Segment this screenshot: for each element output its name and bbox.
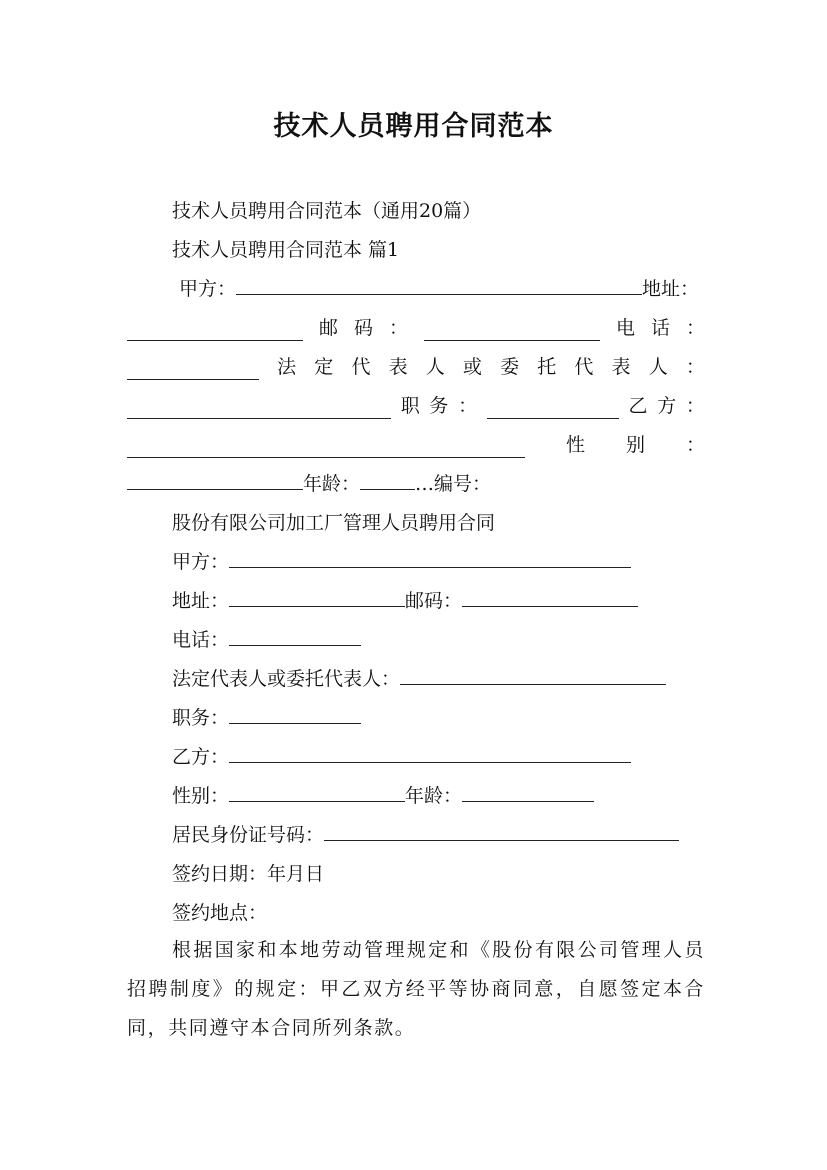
block1-row-nianling <box>127 471 705 497</box>
label-fading-6: 或 <box>462 356 482 378</box>
label-xingbie-2: 别 <box>625 434 645 456</box>
row-dianhua <box>127 627 750 653</box>
label-zhiwu: 职务： <box>172 707 230 729</box>
label-fading-2: 定 <box>314 356 334 378</box>
label-fading-5: 人 <box>425 356 445 378</box>
blank-zhiwu-2[interactable] <box>229 705 361 724</box>
blank-fading-2[interactable] <box>400 666 666 685</box>
label-dianhua: 电话： <box>172 629 230 651</box>
label-yifang-3: ： <box>685 395 705 417</box>
label-shenfenzheng: 居民身份证号码： <box>172 824 325 846</box>
section-heading: 技术人员聘用合同范本 篇1 <box>172 239 400 261</box>
label-zhiwu-1: 职 <box>400 395 420 417</box>
row-fading <box>127 666 750 692</box>
blank-jiafang-2[interactable] <box>229 549 631 568</box>
label-fading-4: 表 <box>388 356 408 378</box>
label-jiafang: 甲方： <box>179 278 237 300</box>
row-xingbie-nianling <box>127 783 750 809</box>
block1-row-fading <box>127 354 705 380</box>
blank-zhiwu[interactable] <box>487 400 619 419</box>
label-nianling: 年龄： <box>405 785 463 807</box>
label-yifang-2: 方 <box>657 395 677 417</box>
block1-row-jiafang <box>127 276 705 302</box>
blank-xingbie[interactable] <box>127 471 303 490</box>
label-zhiwu-3: ： <box>458 395 478 417</box>
blank-jiafang[interactable] <box>236 276 642 295</box>
blank-dizhi-2[interactable] <box>229 588 405 607</box>
blank-yifang-2[interactable] <box>229 744 631 763</box>
row-zhiwu <box>127 705 750 731</box>
label-youma-1: 邮 <box>318 317 338 339</box>
blank-dianhua-2[interactable] <box>229 627 361 646</box>
blank-nianling[interactable] <box>360 471 415 490</box>
label-dianhua-2: 话 <box>650 317 670 339</box>
label-youma-2: 码 <box>353 317 373 339</box>
label-xingbie-3: ： <box>685 434 705 456</box>
label-bianhao: …编号： <box>415 473 492 495</box>
row-qianyue-didian: 签约地点： <box>172 902 268 924</box>
row-yifang <box>127 744 750 770</box>
label-youma: 邮码： <box>405 590 463 612</box>
blank-youma[interactable] <box>424 322 600 341</box>
label-fading-12: ： <box>685 356 705 378</box>
label-fading-9: 代 <box>574 356 594 378</box>
row-shenfenzheng <box>127 822 750 848</box>
label-yifang: 乙方： <box>172 746 230 768</box>
label-zhiwu-2: 务 <box>429 395 449 417</box>
label-dizhi: 地址： <box>642 278 700 300</box>
label-youma-3: ： <box>388 317 408 339</box>
label-fading-8: 托 <box>537 356 557 378</box>
label-xingbie: 性别： <box>172 785 230 807</box>
blank-xingbie-2[interactable] <box>229 783 405 802</box>
blank-dianhua[interactable] <box>127 361 259 380</box>
blank-dizhi[interactable] <box>127 322 303 341</box>
label-dianhua-1: 电 <box>615 317 635 339</box>
blank-fading[interactable] <box>127 400 391 419</box>
label-yifang-1: 乙 <box>628 395 648 417</box>
label-jiafang: 甲方： <box>172 551 230 573</box>
label-dizhi: 地址： <box>172 590 230 612</box>
label-nianling: 年龄： <box>303 473 361 495</box>
label-fading: 法定代表人或委托代表人： <box>172 668 401 690</box>
label-xingbie-1: 性 <box>565 434 585 456</box>
label-fading-1: 法 <box>277 356 297 378</box>
label-fading-11: 人 <box>648 356 668 378</box>
label-fading-3: 代 <box>351 356 371 378</box>
block1-row-youma <box>127 315 705 341</box>
blank-yifang[interactable] <box>127 439 525 458</box>
label-fading-10: 表 <box>611 356 631 378</box>
subtitle: 技术人员聘用合同范本（通用20篇） <box>172 200 482 222</box>
row-dizhi-youma <box>127 588 750 614</box>
row-jiafang <box>127 549 750 575</box>
block1-row-xingbie <box>127 432 705 458</box>
label-fading-7: 委 <box>500 356 520 378</box>
blank-youma-2[interactable] <box>462 588 638 607</box>
row-qianyue-riqi: 签约日期：年月日 <box>172 863 325 885</box>
blank-nianling-2[interactable] <box>462 783 594 802</box>
company-contract-title: 股份有限公司加工厂管理人员聘用合同 <box>172 512 496 534</box>
label-dianhua-3: ： <box>685 317 705 339</box>
blank-shenfenzheng[interactable] <box>324 822 679 841</box>
document-title: 技术人员聘用合同范本 <box>273 111 554 142</box>
intro-paragraph: 根据国家和本地劳动管理规定和《股份有限公司管理人员招聘制度》的规定：甲乙双方经平等协商同意，自愿签定本合同，共同遵守本合同所列条款。 <box>127 939 705 1039</box>
block1-row-zhiwu <box>127 393 705 419</box>
